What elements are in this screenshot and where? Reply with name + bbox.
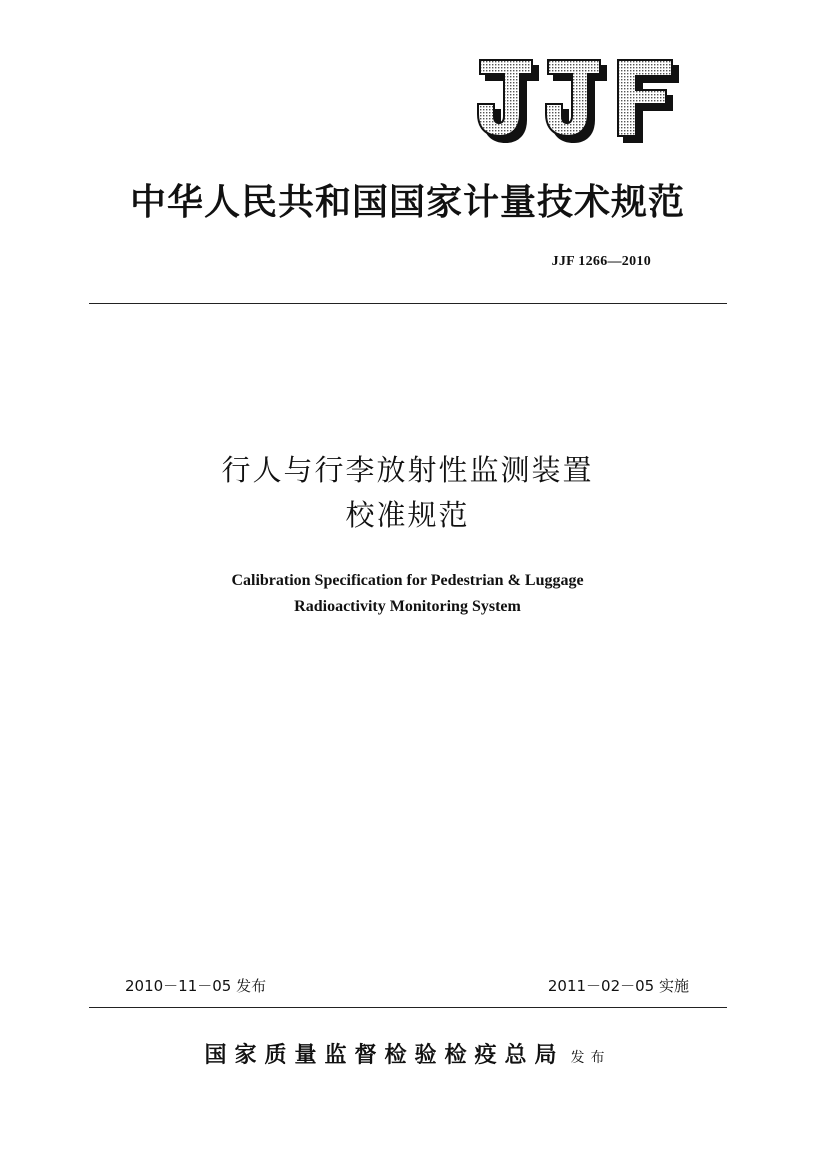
- implementation-date: 2011－02－05 实施: [547, 977, 689, 995]
- document-title-cn-line1: 行人与行李放射性监测装置: [221, 453, 594, 487]
- top-divider: [89, 303, 727, 304]
- document-title-en-line2: Radioactivity Monitoring System: [294, 598, 521, 615]
- document-title-en-line1: Calibration Specification for Pedestrian & Luggage: [231, 572, 584, 589]
- publisher-organization: 国家质量监督检验检疫总局: [204, 1042, 565, 1068]
- publisher-action: 发布: [570, 1050, 611, 1066]
- jjf-logo-icon: [474, 58, 680, 144]
- standard-code: JJF 1266—2010: [551, 254, 651, 269]
- publisher-line: [0, 1038, 815, 1075]
- document-title-cn-line2: 校准规范: [345, 498, 470, 532]
- standard-series-title: 中华人民共和国国家计量技术规范: [129, 181, 685, 223]
- bottom-divider: [89, 1007, 727, 1008]
- issue-date: 2010－11－05 发布: [125, 977, 267, 995]
